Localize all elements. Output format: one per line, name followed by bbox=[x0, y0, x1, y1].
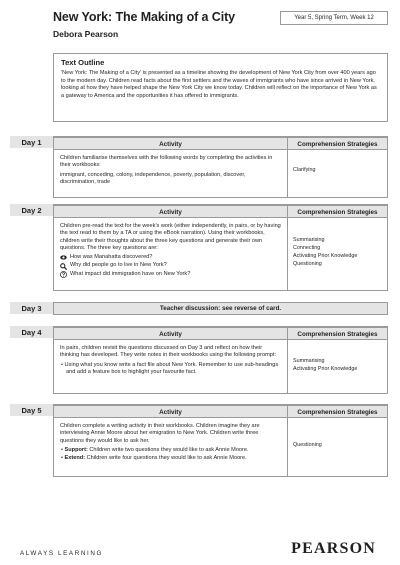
strategy-item: Summarising bbox=[293, 237, 325, 243]
footer-tagline: ALWAYS LEARNING bbox=[20, 550, 104, 557]
outline-body: 'New York: The Making of a City' is presented as a timeline showing the development of New York City from over 400 years ago to the modern day. Children read facts about the first settlers and the waves of immigrants who have since arrived in New York, looking at how they have helped shape the New York City we know today. Children will reflect on the importance of New York as a gateway to America and the opportunities it has offered to immigrants. bbox=[61, 70, 377, 99]
day-1-card bbox=[53, 137, 388, 198]
activity-header: Activity bbox=[159, 140, 182, 148]
bullet-item: • Using what you know write a fact file about New York. Remember to use sub-headings and add a feature box to highlight your favourite fact. bbox=[61, 361, 279, 375]
strategy-item: Summarising bbox=[293, 358, 325, 364]
strategy-item: Connecting bbox=[293, 245, 321, 251]
column-divider bbox=[287, 150, 288, 197]
bullet-text: Children write four questions they would like to ask Annie Moore. bbox=[85, 455, 247, 462]
activity-paragraph: Children complete a writing activity in their workbooks. Children imagine they are interviewing Annie Moore about her emigration to New York. Children write three questions they would like to ask her. bbox=[60, 423, 260, 444]
key-question bbox=[60, 262, 282, 269]
strategies-header: Comprehension Strategies bbox=[287, 406, 387, 418]
strategies-header: Comprehension Strategies bbox=[287, 138, 387, 150]
strategy-item: Questioning bbox=[293, 261, 322, 267]
term-label: Year 5, Spring Term, Week 12 bbox=[280, 11, 388, 25]
author-name: Debora Pearson bbox=[53, 29, 119, 39]
strategy-item: Activating Prior Knowledge bbox=[293, 366, 358, 372]
day-label-4: Day 4 bbox=[10, 326, 53, 338]
day-label-5: Day 5 bbox=[10, 404, 53, 416]
key-question bbox=[60, 271, 282, 278]
teacher-discussion-note: Teacher discussion: see reverse of card. bbox=[53, 302, 388, 315]
activity-header: Activity bbox=[159, 408, 182, 416]
day-4-card bbox=[53, 327, 388, 394]
activity-paragraph: Children pre-read the text for the week's work (either independently, in pairs, or by having the text read to them by a TA or using the eBook narration). Using their workbooks, children write their thoughts about the three key questions and generate their own questions. The three key questions are: bbox=[60, 223, 281, 251]
day-2-card bbox=[53, 205, 388, 291]
card-header bbox=[54, 328, 387, 340]
footer bbox=[0, 535, 400, 565]
page-title: New York: The Making of a City bbox=[53, 10, 235, 24]
card-header bbox=[54, 406, 387, 418]
activity-text bbox=[60, 423, 282, 462]
activity-text bbox=[60, 155, 282, 188]
activity-text bbox=[60, 223, 282, 278]
key-question-text: How was Manahatta discovered? bbox=[70, 254, 153, 261]
outline-heading: Text Outline bbox=[61, 58, 105, 67]
column-divider bbox=[287, 340, 288, 393]
activity-paragraph: In pairs, children revisit the questions discussed on Day 3 and reflect on how their thinking has developed. They write notes in their workbooks using the following prompt: bbox=[60, 345, 276, 359]
eye-icon bbox=[60, 254, 67, 261]
strategies-list bbox=[293, 236, 385, 268]
question-icon bbox=[60, 271, 67, 278]
text-outline-box bbox=[53, 53, 388, 122]
activity-header: Activity bbox=[159, 330, 182, 338]
day-label-3: Day 3 bbox=[10, 302, 53, 314]
bullet-text: Children write two questions they would like to ask Annie Moore. bbox=[87, 446, 249, 453]
strategy-item: Questioning bbox=[293, 442, 322, 448]
strategy-item: Clarifying bbox=[293, 167, 316, 173]
day-label-2: Day 2 bbox=[10, 204, 53, 216]
key-question-text: Why did people go to live in New York? bbox=[70, 262, 167, 269]
bullet-label: Extend: bbox=[64, 455, 86, 462]
bullet-item: • Support: Children write two questions they would like to ask Annie Moore. bbox=[61, 446, 249, 453]
strategies-header: Comprehension Strategies bbox=[287, 328, 387, 340]
day-label-1: Day 1 bbox=[10, 136, 53, 148]
key-question bbox=[60, 254, 282, 261]
strategies-list bbox=[293, 357, 385, 373]
magnifier-icon bbox=[60, 263, 67, 270]
vocabulary-list: immigrant, conceding, colony, independence, poverty, population, discover, discrimination, trade bbox=[60, 171, 246, 185]
bullet-label: Support: bbox=[64, 446, 88, 453]
day-5-card bbox=[53, 405, 388, 477]
bullet-item: • Extend: Children write four questions they would like to ask Annie Moore. bbox=[61, 455, 247, 462]
column-divider bbox=[287, 418, 288, 476]
strategies-list bbox=[293, 166, 385, 174]
column-divider bbox=[287, 218, 288, 290]
activity-text bbox=[60, 345, 282, 376]
activity-paragraph: Children familiarise themselves with the following words by completing the activities in their workbooks: bbox=[60, 155, 273, 169]
strategy-item: Activating Prior Knowledge bbox=[293, 253, 358, 259]
strategies-list bbox=[293, 441, 385, 449]
activity-header: Activity bbox=[159, 208, 182, 216]
card-header bbox=[54, 206, 387, 218]
strategies-header: Comprehension Strategies bbox=[287, 206, 387, 218]
header bbox=[0, 0, 400, 46]
pearson-logo: PEARSON bbox=[291, 540, 376, 557]
key-question-text: What impact did immigration have on New York? bbox=[70, 270, 191, 277]
bullet-text: Using what you know write a fact file about New York. Remember to use sub-headings and add a feature box to highlight your favourite fact. bbox=[64, 361, 279, 375]
card-header bbox=[54, 138, 387, 150]
